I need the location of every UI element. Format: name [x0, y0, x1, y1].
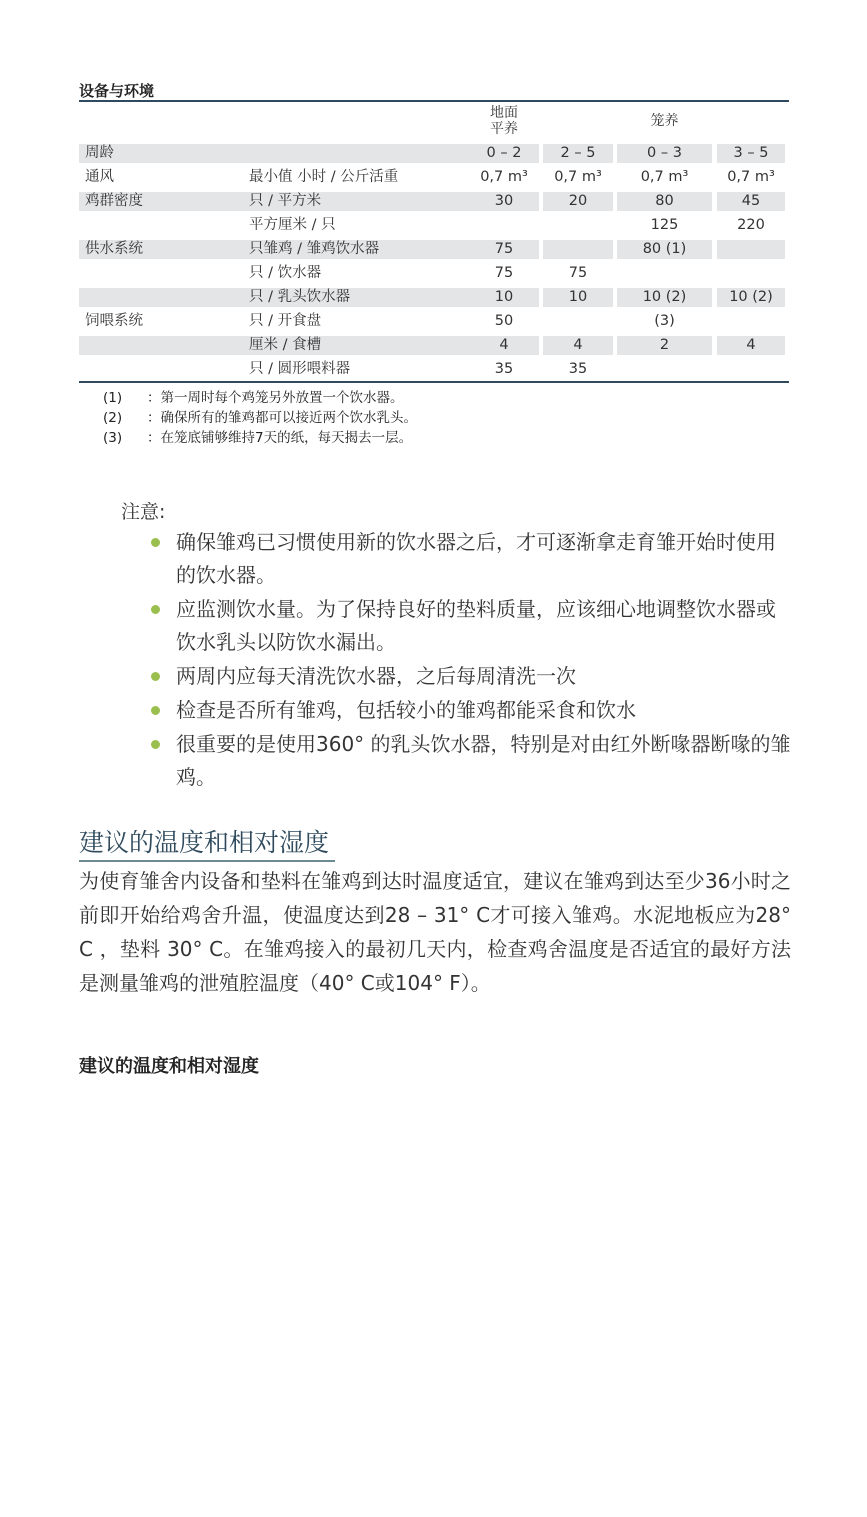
- table-row: [79, 334, 789, 358]
- list-item-text: 检查是否所有雏鸡，包括较小的雏鸡都能采食和饮水: [176, 698, 636, 722]
- table-cell-v1: 0 – 2: [469, 144, 539, 163]
- bullet-dot-icon: [151, 538, 160, 547]
- table-row: [79, 238, 789, 262]
- table-cell-label: 鸡群密度: [79, 192, 243, 211]
- list-item: [148, 660, 793, 693]
- note-heading: 注意:: [121, 501, 166, 523]
- table-cell-v1: 75: [494, 265, 514, 281]
- table-cell-v1: 10: [469, 288, 539, 307]
- table-row: [79, 358, 789, 382]
- table-cell-unit: 只 / 开食盘: [249, 313, 322, 329]
- table-cell-v3: 80: [617, 192, 712, 211]
- table-row: [79, 190, 789, 214]
- list-item: [148, 593, 793, 659]
- bullet-dot-icon: [151, 605, 160, 614]
- table-cell-v3: [617, 360, 712, 379]
- table-cell-v1: 4: [469, 336, 539, 355]
- table-cell-v2: 0,7 m³: [554, 169, 602, 185]
- table-cell-v3: 0,7 m³: [640, 169, 689, 185]
- list-item-text: 确保雏鸡已习惯使用新的饮水器之后，才可逐渐拿走育雏开始时使用的饮水器。: [176, 530, 776, 587]
- table-cell-label: 周龄: [79, 144, 243, 163]
- sub-heading: 建议的温度和相对湿度: [79, 1056, 259, 1077]
- table-cell-label: 供水系统: [79, 240, 243, 259]
- table-cell-v1: [469, 216, 539, 235]
- footnote-text: ：第一周时每个鸡笼另外放置一个饮水器。: [147, 390, 404, 406]
- footnote: [103, 408, 417, 428]
- table-cell-v2: 2 – 5: [543, 144, 613, 163]
- table-row: [79, 166, 789, 190]
- footnote-text: ：确保所有的雏鸡都可以接近两个饮水乳头。: [147, 410, 417, 426]
- table-cell-v4: 3 – 5: [717, 144, 785, 163]
- table-row: [79, 286, 789, 310]
- table-cell-label: [79, 288, 243, 307]
- bullet-list: [148, 526, 793, 795]
- table-cell-v2: [543, 240, 613, 259]
- bullet-dot-icon: [151, 740, 160, 749]
- table-cell-v1: 30: [469, 192, 539, 211]
- table-cell-unit: 最小值 小时 / 公斤活重: [249, 169, 399, 185]
- footnote-number: (1): [103, 390, 123, 406]
- table-cell-v4: [717, 240, 785, 259]
- table-cell-v1: 35: [494, 361, 514, 377]
- table-cell-v2: 4: [543, 336, 613, 355]
- table-cell-unit: 只 / 平方米: [243, 192, 469, 211]
- header-cage: 笼养: [650, 113, 679, 129]
- list-item: [148, 526, 793, 592]
- table-cell-unit: 平方厘米 / 只: [249, 217, 336, 233]
- list-item-text: 应监测饮水量。为了保持良好的垫料质量，应该细心地调整饮水器或饮水乳头以防饮水漏出。: [176, 597, 776, 654]
- table-cell-v2: 20: [543, 192, 613, 211]
- list-item-text: 两周内应每天清洗饮水器，之后每周清洗一次: [176, 664, 576, 688]
- table-cell-v2: 35: [568, 361, 588, 377]
- table-cell-label: [79, 216, 243, 235]
- list-item: [148, 728, 793, 794]
- table-cell-v3: 10 (2): [617, 288, 712, 307]
- table-cell-unit: 只 / 饮水器: [249, 265, 322, 281]
- table-cell-v1: 50: [494, 313, 514, 329]
- table-cell-v4: 45: [717, 192, 785, 211]
- table-cell-v2: 75: [568, 265, 588, 281]
- table-cell-v4: 4: [717, 336, 785, 355]
- table-cell-unit: 只 / 圆形喂料器: [249, 361, 351, 377]
- table-cell-v2: [543, 312, 613, 331]
- footnote: [103, 388, 417, 408]
- header-floor: 地面 平养: [490, 105, 518, 137]
- table-cell-v3: [617, 264, 712, 283]
- table-cell-v4: [717, 360, 785, 379]
- footnote: [103, 428, 417, 448]
- table-cell-v1: 0,7 m³: [480, 169, 528, 185]
- table-top-rule: [79, 100, 789, 102]
- table-cell-unit: 只 / 乳头饮水器: [243, 288, 469, 307]
- table-cell-label: [79, 360, 243, 379]
- table-cell-v3: 125: [650, 217, 679, 233]
- table-cell-v3: (3): [654, 313, 675, 329]
- table-cell-v4: [717, 312, 785, 331]
- table-cell-v3: 0 – 3: [617, 144, 712, 163]
- footnote-number: (3): [103, 430, 123, 446]
- footnote-number: (2): [103, 410, 123, 426]
- table-row: [79, 310, 789, 334]
- bullet-dot-icon: [151, 706, 160, 715]
- list-item-text: 很重要的是使用360° 的乳头饮水器，特别是对由红外断喙器断喙的雏鸡。: [176, 732, 791, 789]
- table-bottom-rule: [79, 381, 789, 383]
- bullet-dot-icon: [151, 672, 160, 681]
- list-item: [148, 694, 793, 727]
- table-cell-v4: 10 (2): [717, 288, 785, 307]
- table-cell-v1: 75: [469, 240, 539, 259]
- footnote-text: ：在笼底铺够维持7天的纸，每天揭去一层。: [147, 430, 413, 446]
- section-label: 设备与环境: [79, 82, 155, 100]
- section-heading: 建议的温度和相对湿度: [79, 826, 335, 862]
- equipment-table: [79, 100, 789, 384]
- table-cell-label: 饲喂系统: [85, 313, 143, 329]
- table-cell-v3: 80 (1): [617, 240, 712, 259]
- table-cell-label: [79, 264, 243, 283]
- table-cell-v3: 2: [617, 336, 712, 355]
- table-cell-label: 通风: [85, 169, 114, 185]
- footnotes: [103, 388, 417, 448]
- table-cell-unit: 只雏鸡 / 雏鸡饮水器: [243, 240, 469, 259]
- table-cell-unit: [243, 144, 469, 163]
- table-row: [79, 262, 789, 286]
- table-cell-v4: 220: [737, 217, 765, 233]
- table-row: [79, 214, 789, 238]
- table-cell-v4: 0,7 m³: [727, 169, 775, 185]
- table-row: [79, 142, 789, 166]
- table-cell-v4: [717, 264, 785, 283]
- table-cell-unit: 厘米 / 食槽: [243, 336, 469, 355]
- table-cell-label: [79, 336, 243, 355]
- table-cell-v2: 10: [543, 288, 613, 307]
- table-cell-v2: [543, 216, 613, 235]
- body-paragraph: 为使育雏舍内设备和垫料在雏鸡到达时温度适宜，建议在雏鸡到达至少36小时之前即开始给鸡舍升温，使温度达到28 – 31° C才可接入雏鸡。水泥地板应为28° C ，垫料 30° C。在雏鸡接入的最初几天内，检查鸡舍温度是否适宜的最好方法是测量雏鸡的泄殖腔温度（40° C或104° F）。: [79, 869, 791, 995]
